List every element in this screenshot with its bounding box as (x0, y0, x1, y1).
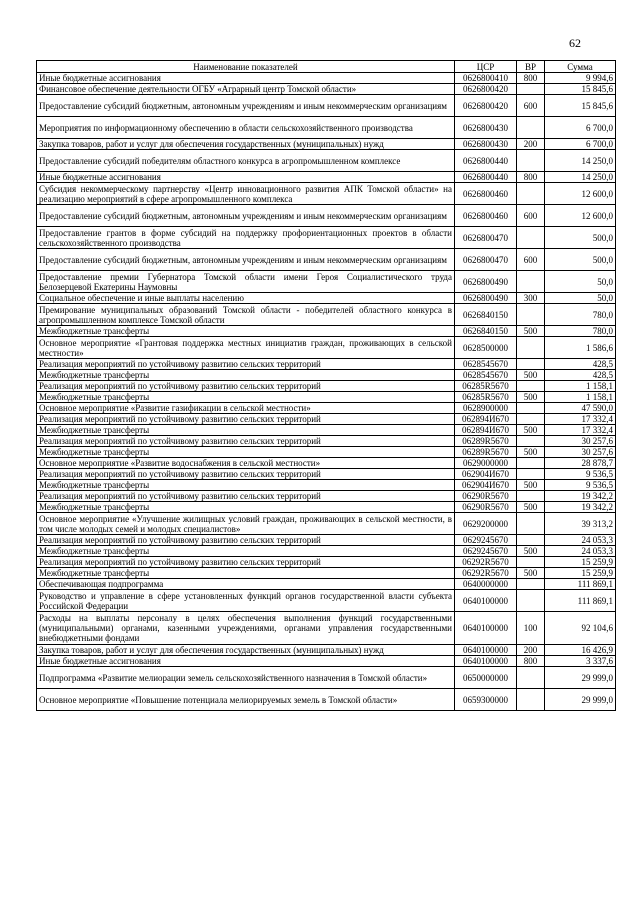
cell-sum: 24 053,3 (545, 535, 616, 546)
cell-vr (517, 436, 545, 447)
table-row (37, 590, 616, 612)
table-row (37, 689, 616, 711)
cell-name: Предоставление субсидий победителям областного конкурса в агропромышленном комплексе (37, 150, 455, 172)
table-row (37, 436, 616, 447)
cell-name: Реализация мероприятий по устойчивому развитию сельских территорий (37, 491, 455, 502)
cell-csr: 0626840150 (455, 304, 517, 326)
table-row (37, 579, 616, 590)
cell-sum: 111 869,1 (545, 590, 616, 612)
cell-vr (517, 458, 545, 469)
cell-sum: 428,5 (545, 370, 616, 381)
cell-csr: 062904И670 (455, 480, 517, 491)
cell-sum: 15 259,9 (545, 568, 616, 579)
cell-csr: 0629200000 (455, 513, 517, 535)
cell-sum: 9 536,5 (545, 469, 616, 480)
cell-csr: 0626800460 (455, 205, 517, 227)
cell-name: Закупка товаров, работ и услуг для обеспечения государственных (муниципальных) нужд (37, 139, 455, 150)
table-row (37, 502, 616, 513)
cell-csr: 0640100000 (455, 612, 517, 645)
cell-sum: 3 337,6 (545, 656, 616, 667)
cell-vr: 500 (517, 392, 545, 403)
cell-csr: 0626800490 (455, 293, 517, 304)
cell-name: Подпрограмма «Развитие мелиорации земель сельскохозяйственного назначения в Томской области» (37, 667, 455, 689)
cell-csr: 0626800410 (455, 73, 517, 84)
cell-csr: 06289R5670 (455, 447, 517, 458)
table-row (37, 183, 616, 205)
cell-sum: 6 700,0 (545, 117, 616, 139)
cell-csr: 0640000000 (455, 579, 517, 590)
page-number: 62 (569, 36, 581, 50)
header-name: Наименование показателей (37, 61, 455, 73)
table-row (37, 381, 616, 392)
cell-name: Основное мероприятие «Развитие газификации в сельской местности» (37, 403, 455, 414)
header-sum: Сумма (545, 61, 616, 73)
table-row (37, 392, 616, 403)
cell-sum: 47 590,0 (545, 403, 616, 414)
cell-sum: 15 845,6 (545, 95, 616, 117)
cell-name: Реализация мероприятий по устойчивому развитию сельских территорий (37, 414, 455, 425)
cell-sum: 17 332,4 (545, 414, 616, 425)
cell-vr: 600 (517, 95, 545, 117)
cell-sum: 780,0 (545, 326, 616, 337)
cell-name: Межбюджетные трансферты (37, 546, 455, 557)
cell-csr: 0629245670 (455, 535, 517, 546)
cell-csr: 0628900000 (455, 403, 517, 414)
cell-sum: 428,5 (545, 359, 616, 370)
cell-csr: 0626800420 (455, 95, 517, 117)
cell-name: Реализация мероприятий по устойчивому развитию сельских территорий (37, 535, 455, 546)
table-header-row (37, 61, 616, 73)
table-row (37, 172, 616, 183)
table-row (37, 491, 616, 502)
table-row (37, 150, 616, 172)
table-row (37, 568, 616, 579)
cell-sum: 9 994,6 (545, 73, 616, 84)
table-row (37, 447, 616, 458)
cell-sum: 19 342,2 (545, 502, 616, 513)
table-row (37, 304, 616, 326)
cell-sum: 50,0 (545, 271, 616, 293)
cell-vr (517, 579, 545, 590)
cell-csr: 0626800430 (455, 117, 517, 139)
table-row (37, 645, 616, 656)
header-vr: ВР (517, 61, 545, 73)
cell-sum: 12 600,0 (545, 183, 616, 205)
cell-name: Социальное обеспечение и иные выплаты населению (37, 293, 455, 304)
table-row (37, 95, 616, 117)
table-row (37, 84, 616, 95)
cell-name: Межбюджетные трансферты (37, 447, 455, 458)
table-row (37, 458, 616, 469)
cell-name: Обеспечивающая подпрограмма (37, 579, 455, 590)
cell-name: Межбюджетные трансферты (37, 502, 455, 513)
cell-name: Межбюджетные трансферты (37, 480, 455, 491)
cell-vr (517, 84, 545, 95)
cell-vr: 200 (517, 139, 545, 150)
cell-name: Предоставление субсидий бюджетным, автономным учреждениям и иным некоммерческим организациям (37, 95, 455, 117)
cell-name: Реализация мероприятий по устойчивому развитию сельских территорий (37, 359, 455, 370)
table-row (37, 513, 616, 535)
cell-vr (517, 535, 545, 546)
cell-sum: 19 342,2 (545, 491, 616, 502)
table-row (37, 249, 616, 271)
cell-vr (517, 414, 545, 425)
cell-sum: 17 332,4 (545, 425, 616, 436)
cell-name: Мероприятия по информационному обеспечению в области сельскохозяйственного производства (37, 117, 455, 139)
cell-vr (517, 150, 545, 172)
cell-csr: 06290R5670 (455, 491, 517, 502)
cell-name: Субсидия некоммерческому партнерству «Центр инновационного развития АПК Томской области» на реализацию мероприятий в сфере агропромышленного комплекса (37, 183, 455, 205)
cell-vr: 800 (517, 172, 545, 183)
cell-sum: 14 250,0 (545, 150, 616, 172)
cell-vr: 800 (517, 73, 545, 84)
cell-vr (517, 227, 545, 249)
cell-vr (517, 513, 545, 535)
cell-sum: 28 878,7 (545, 458, 616, 469)
cell-sum: 29 999,0 (545, 689, 616, 711)
cell-csr: 0626800470 (455, 227, 517, 249)
cell-vr: 500 (517, 480, 545, 491)
cell-csr: 0626800470 (455, 249, 517, 271)
cell-csr: 0626840150 (455, 326, 517, 337)
cell-vr (517, 403, 545, 414)
cell-vr: 500 (517, 568, 545, 579)
cell-csr: 0629000000 (455, 458, 517, 469)
cell-csr: 06292R5670 (455, 568, 517, 579)
table-row (37, 557, 616, 568)
cell-vr: 500 (517, 502, 545, 513)
table-row (37, 370, 616, 381)
cell-name: Реализация мероприятий по устойчивому развитию сельских территорий (37, 469, 455, 480)
cell-vr (517, 183, 545, 205)
cell-csr: 06285R5670 (455, 392, 517, 403)
cell-name: Иные бюджетные ассигнования (37, 656, 455, 667)
cell-vr (517, 667, 545, 689)
cell-csr: 0640100000 (455, 656, 517, 667)
table-row (37, 359, 616, 370)
table-row (37, 139, 616, 150)
cell-name: Межбюджетные трансферты (37, 370, 455, 381)
cell-csr: 0650000000 (455, 667, 517, 689)
cell-sum: 29 999,0 (545, 667, 616, 689)
cell-name: Основное мероприятие «Повышение потенциала мелиорируемых земель в Томской области» (37, 689, 455, 711)
cell-sum: 1 586,6 (545, 337, 616, 359)
cell-name: Основное мероприятие «Улучшение жилищных условий граждан, проживающих в сельской местности, в том числе молодых семей и молодых специалистов» (37, 513, 455, 535)
cell-csr: 062904И670 (455, 469, 517, 480)
cell-vr: 500 (517, 326, 545, 337)
cell-vr (517, 381, 545, 392)
table-row (37, 612, 616, 645)
table-row (37, 656, 616, 667)
table-row (37, 73, 616, 84)
table-row (37, 271, 616, 293)
cell-vr: 100 (517, 612, 545, 645)
cell-csr: 0626800440 (455, 150, 517, 172)
cell-csr: 062894И670 (455, 425, 517, 436)
cell-sum: 16 426,9 (545, 645, 616, 656)
cell-vr: 300 (517, 293, 545, 304)
cell-vr: 200 (517, 645, 545, 656)
cell-sum: 39 313,2 (545, 513, 616, 535)
cell-vr (517, 271, 545, 293)
cell-csr: 0626800460 (455, 183, 517, 205)
cell-name: Предоставление премии Губернатора Томской области имени Героя Социалистического труда Белозерцевой Екатерины Наумовны (37, 271, 455, 293)
cell-sum: 9 536,5 (545, 480, 616, 491)
cell-csr: 0628545670 (455, 370, 517, 381)
cell-vr: 600 (517, 249, 545, 271)
cell-vr (517, 337, 545, 359)
cell-name: Премирование муниципальных образований Томской области - победителей областного конкурса в агропромышленном комплексе Томской области (37, 304, 455, 326)
cell-vr: 800 (517, 656, 545, 667)
table-row (37, 326, 616, 337)
cell-csr: 06292R5670 (455, 557, 517, 568)
table-row (37, 469, 616, 480)
cell-name: Реализация мероприятий по устойчивому развитию сельских территорий (37, 436, 455, 447)
cell-vr: 600 (517, 205, 545, 227)
cell-sum: 12 600,0 (545, 205, 616, 227)
cell-sum: 6 700,0 (545, 139, 616, 150)
cell-name: Межбюджетные трансферты (37, 326, 455, 337)
cell-vr: 500 (517, 425, 545, 436)
cell-vr (517, 491, 545, 502)
cell-csr: 062894И670 (455, 414, 517, 425)
cell-name: Реализация мероприятий по устойчивому развитию сельских территорий (37, 381, 455, 392)
cell-vr: 500 (517, 370, 545, 381)
table-row (37, 480, 616, 491)
table-row (37, 205, 616, 227)
cell-vr (517, 590, 545, 612)
cell-csr: 06289R5670 (455, 436, 517, 447)
table-row (37, 425, 616, 436)
table-row (37, 414, 616, 425)
cell-sum: 500,0 (545, 227, 616, 249)
cell-name: Иные бюджетные ассигнования (37, 73, 455, 84)
cell-name: Руководство и управление в сфере установленных функций органов государственной власти субъекта Российской Федерации (37, 590, 455, 612)
table-row (37, 293, 616, 304)
cell-vr (517, 557, 545, 568)
cell-name: Предоставление субсидий бюджетным, автономным учреждениям и иным некоммерческим организациям (37, 205, 455, 227)
cell-sum: 1 158,1 (545, 392, 616, 403)
table-body (37, 73, 616, 711)
table-row (37, 667, 616, 689)
header-csr: ЦСР (455, 61, 517, 73)
cell-csr: 0628500000 (455, 337, 517, 359)
cell-name: Реализация мероприятий по устойчивому развитию сельских территорий (37, 557, 455, 568)
cell-name: Предоставление субсидий бюджетным, автономным учреждениям и иным некоммерческим организациям (37, 249, 455, 271)
table-row (37, 546, 616, 557)
cell-csr: 0629245670 (455, 546, 517, 557)
table-row (37, 337, 616, 359)
cell-name: Основное мероприятие «Развитие водоснабжения в сельской местности» (37, 458, 455, 469)
budget-table (36, 60, 616, 711)
cell-sum: 15 845,6 (545, 84, 616, 95)
cell-sum: 15 259,9 (545, 557, 616, 568)
cell-csr: 0626800420 (455, 84, 517, 95)
cell-csr: 06285R5670 (455, 381, 517, 392)
cell-sum: 92 104,6 (545, 612, 616, 645)
cell-csr: 0628545670 (455, 359, 517, 370)
table-row (37, 403, 616, 414)
cell-name: Закупка товаров, работ и услуг для обеспечения государственных (муниципальных) нужд (37, 645, 455, 656)
cell-sum: 24 053,3 (545, 546, 616, 557)
cell-vr (517, 304, 545, 326)
cell-csr: 0640100000 (455, 645, 517, 656)
cell-csr: 0640100000 (455, 590, 517, 612)
cell-name: Расходы на выплаты персоналу в целях обеспечения выполнения функций государственными (муниципальными) органами, казенными учреждениями, органами управления государственными внебюджетными фондами (37, 612, 455, 645)
cell-vr (517, 117, 545, 139)
cell-sum: 30 257,6 (545, 447, 616, 458)
cell-name: Иные бюджетные ассигнования (37, 172, 455, 183)
cell-sum: 14 250,0 (545, 172, 616, 183)
cell-csr: 06290R5670 (455, 502, 517, 513)
cell-vr (517, 359, 545, 370)
cell-sum: 50,0 (545, 293, 616, 304)
table-row (37, 117, 616, 139)
cell-vr: 500 (517, 546, 545, 557)
cell-vr: 500 (517, 447, 545, 458)
cell-sum: 500,0 (545, 249, 616, 271)
cell-name: Основное мероприятие «Грантовая поддержка местных инициатив граждан, проживающих в сельской местности» (37, 337, 455, 359)
cell-name: Межбюджетные трансферты (37, 392, 455, 403)
cell-sum: 30 257,6 (545, 436, 616, 447)
table-row (37, 227, 616, 249)
cell-name: Финансовое обеспечение деятельности ОГБУ «Аграрный центр Томской области» (37, 84, 455, 95)
cell-vr (517, 689, 545, 711)
cell-vr (517, 469, 545, 480)
cell-csr: 0626800490 (455, 271, 517, 293)
cell-sum: 1 158,1 (545, 381, 616, 392)
cell-csr: 0659300000 (455, 689, 517, 711)
table-row (37, 535, 616, 546)
cell-sum: 780,0 (545, 304, 616, 326)
cell-name: Межбюджетные трансферты (37, 568, 455, 579)
cell-sum: 111 869,1 (545, 579, 616, 590)
cell-csr: 0626800430 (455, 139, 517, 150)
cell-name: Межбюджетные трансферты (37, 425, 455, 436)
cell-name: Предоставление грантов в форме субсидий на поддержку профориентационных проектов в области сельскохозяйственного производства (37, 227, 455, 249)
cell-csr: 0626800440 (455, 172, 517, 183)
